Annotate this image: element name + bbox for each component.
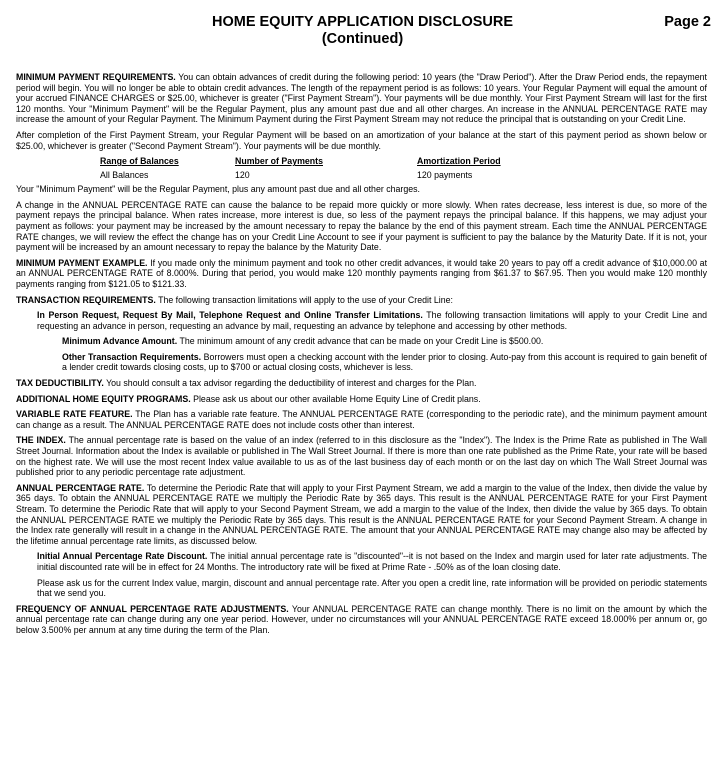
title-line-1: HOME EQUITY APPLICATION DISCLOSURE	[211, 14, 514, 30]
table-row	[100, 170, 577, 181]
cell-payments: 120	[235, 170, 250, 181]
section-heading: MINIMUM PAYMENT EXAMPLE.	[16, 257, 148, 268]
tax-deductibility	[16, 378, 707, 389]
title-line-2: (Continued)	[321, 31, 404, 47]
page-number: Page 2	[664, 14, 711, 30]
disclosure-body	[16, 72, 707, 641]
section-text: Your ANNUAL PERCENTAGE RATE can change monthly. There is no limit on the amount by which the annual percentage rate can change during any one year period. However, under no circumstances will your ANNUAL PERCENTAGE RATE exceed 18.000% per annum or, go below 3.500% per annum at any time during the term of the Plan.	[16, 603, 707, 635]
initial-rate-discount	[37, 551, 707, 572]
section-text: Borrowers must open a checking account with the lender prior to closing. Auto-pay from this account is required to gain benefit of a lender credit towards closing costs, up to $700 or actual closing costs, whichever is less.	[62, 351, 707, 373]
ask-us-paragraph: Please ask us for the current Index value, margin, discount and annual percentage rate. After you open a credit line, rate information will be provided on periodic statements that we send you.	[37, 577, 707, 599]
min-payment-requirements	[16, 72, 707, 125]
section-heading: In Person Request, Request By Mail, Telephone Request and Online Transfer Limitations.	[37, 310, 423, 321]
second-payment-stream: After completion of the First Payment Stream, your Regular Payment will be based on an amortization of your balance at the start of this payment period as shown below or $25.00, whichever is greater ("Second Payment Stream"). Your payments will be due monthly.	[16, 129, 707, 151]
header-amortization-period: Amortization Period	[417, 156, 501, 167]
min-payment-example	[16, 258, 707, 290]
frequency-of-adjustments	[16, 604, 707, 636]
section-heading: TAX DEDUCTIBILITY.	[16, 378, 104, 389]
table-header-row	[100, 156, 577, 170]
section-text: The Plan has a variable rate feature. The ANNUAL PERCENTAGE RATE (corresponding to the periodic rate), and the minimum payment amount can change as a result. The ANNUAL PERCENTAGE RATE does not include costs other than interest.	[16, 409, 707, 430]
the-index	[16, 435, 707, 477]
additional-programs	[16, 394, 707, 405]
minimum-payment-note: Your "Minimum Payment" will be the Regular Payment, plus any amount past due and all other charges.	[16, 184, 420, 195]
section-text: The following transaction limitations will apply to the use of your Credit Line:	[158, 294, 453, 305]
section-heading: TRANSACTION REQUIREMENTS.	[16, 294, 156, 305]
header-range-of-balances: Range of Balances	[100, 156, 179, 167]
variable-rate-feature	[16, 409, 707, 430]
section-text: You can obtain advances of credit during the following period: 10 years (the "Draw Period"). After the Draw Period ends, the repayment period will begin. You will no longer be able to obtain credit advances. The length of the repayment period is as follows: 10 years. Your Regular Payment will equal the amount of your accrued FINANCE CHARGES or $25.00, whichever is greater ("First Payment Stream"). Your payments will be due monthly. Your First Payment Stream will last for the first 120 months. Your "Minimum Payment" will be the Regular Payment, plus any amount past due and all other charges. An increase in the ANNUAL PERCENTAGE RATE may increase the amount of your Regular Payment. The Minimum Payment during the First Payment Stream may not reduce the principal that is outstanding on your Credit Line.	[16, 72, 707, 125]
section-heading: VARIABLE RATE FEATURE.	[16, 409, 133, 420]
section-heading: FREQUENCY OF ANNUAL PERCENTAGE RATE ADJUSTMENTS.	[16, 603, 289, 614]
transaction-requirements	[16, 295, 707, 306]
section-text: You should consult a tax advisor regarding the deductibility of interest and charges for the Plan.	[106, 378, 477, 389]
section-heading: MINIMUM PAYMENT REQUIREMENTS.	[16, 72, 176, 82]
cell-amortization: 120 payments	[417, 170, 473, 181]
header-number-of-payments: Number of Payments	[235, 156, 323, 167]
other-transaction-requirements	[62, 352, 707, 373]
section-text: To determine the Periodic Rate that will apply to your First Payment Stream, we add a margin to the value of the Index, then divide the value by 365 days. To obtain the ANNUAL PERCENTAGE RATE we multiply the Periodic Rate by 365 days. This result is the ANNUAL PERCENTAGE RATE for your First Payment Stream. To determine the Periodic Rate that will apply to your Second Payment Stream, we add a margin to the value of the Index, then divide the value by 365 days. To obtain the ANNUAL PERCENTAGE RATE we multiply the Periodic Rate by 365 days. This result is the ANNUAL PERCENTAGE RATE for your Second Payment Stream. A change in the Index rate generally will result in a change in the ANNUAL PERCENTAGE RATE. The amount that your ANNUAL PERCENTAGE RATE may change also may be affected by the lifetime annual percentage rate limits, as discussed below.	[16, 482, 707, 546]
document-title	[0, 14, 725, 48]
section-heading: ANNUAL PERCENTAGE RATE.	[16, 482, 145, 493]
annual-percentage-rate	[16, 483, 707, 547]
section-text: The annual percentage rate is based on the value of an index (referred to in this disclosure as the "Index"). The Index is the Prime Rate as published in The Wall Street Journal. Information about the Index is available or published in The Wall Street Journal. If there is more than one rate published as the Prime Rate, your rate will be based on the highest rate. We will use the most recent Index value available to us as of the last business day of each month or on the last day on which The Wall Street Journal was published prior to any periodic percentage rate adjustment.	[16, 435, 707, 478]
section-text: The following transaction limitations will apply to your Credit Line and requesting an advance in person, requesting an advance by mail, requesting an advance by telephone and accessing by other methods.	[37, 310, 707, 331]
minimum-advance-amount	[62, 336, 707, 347]
section-heading: Initial Annual Percentage Rate Discount.	[37, 551, 208, 562]
section-heading: ADDITIONAL HOME EQUITY PROGRAMS.	[16, 393, 191, 404]
in-person-request-limitations	[37, 310, 707, 331]
section-heading: Other Transaction Requirements.	[62, 351, 202, 362]
cell-range: All Balances	[100, 170, 149, 181]
section-heading: Minimum Advance Amount.	[62, 336, 178, 347]
section-text: Please ask us about our other available Home Equity Line of Credit plans.	[193, 393, 481, 404]
section-heading: THE INDEX.	[16, 435, 66, 446]
apr-change-paragraph: A change in the ANNUAL PERCENTAGE RATE can cause the balance to be repaid more quickly or more slowly. When rates decrease, less interest is due, so more of the payment repays the principal balance. When rates increase, more interest is due, so less of the payment repays the principal balance. If this happens, we may adjust your payment as follows: your payment may be increased by the amount necessary to repay the balance by the end of this payment stream. Each time the ANNUAL PERCENTAGE RATE changes, we will review the effect the change has on your Credit Line Account to see if your payment is sufficient to pay the balance by the Maturity Date. If it is not, your payment will be increased by an amount necessary to repay the balance by the Maturity Date.	[16, 199, 707, 253]
section-text: The minimum amount of any credit advance that can be made on your Credit Line is $500.00.	[179, 336, 544, 347]
section-text: The initial annual percentage rate is "discounted"--it is not based on the Index and margin used for later rate adjustments. The initial discounted rate will be in effect for 24 Months. The introductory rate will be fixed at Prime Rate - .50% as of the loan closing date.	[37, 551, 707, 572]
balance-range-table	[100, 156, 577, 181]
section-text: If you made only the minimum payment and took no other credit advances, it would take 20 years to pay off a credit advance of $10,000.00 at an ANNUAL PERCENTAGE RATE of 8.000%. During that period, you would make 120 monthly payments ranging from $61.37 to $67.95. Then you would make 120 monthly payments ranging from $121.05 to $121.33.	[16, 257, 708, 289]
